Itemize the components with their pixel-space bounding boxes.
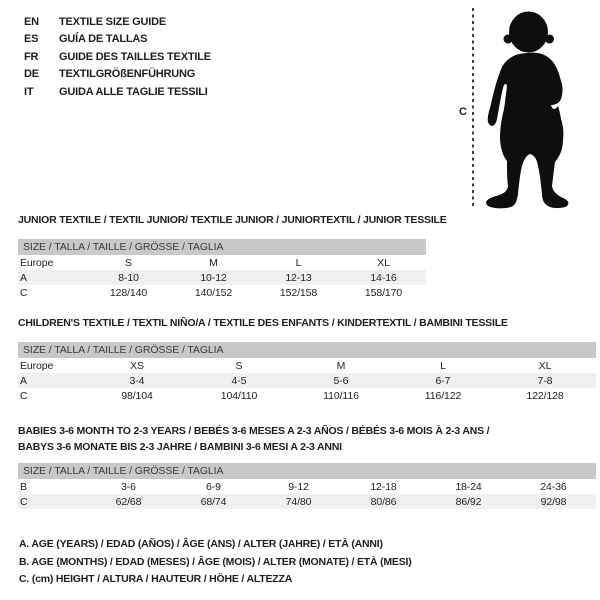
region-header: Europe: [20, 256, 54, 269]
size-header-text: SIZE / TALLA / TAILLE / GRÖSSE / TAGLIA: [18, 342, 596, 358]
value-cell: 74/80: [256, 494, 341, 509]
toddler-ear-left: [504, 35, 513, 44]
language-title: TEXTILGRÖßENFÜHRUNG: [59, 68, 196, 81]
language-code: ES: [24, 33, 39, 46]
language-row-en: [24, 13, 211, 31]
size-header-bar: [18, 463, 596, 479]
language-code: DE: [24, 68, 39, 81]
section-title-children: CHILDREN'S TEXTILE / TEXTIL NIÑO/A / TEXTILE DES ENFANTS / KINDERTEXTIL / BAMBINI TESSILE: [18, 317, 508, 329]
height-measure-figure: [455, 6, 600, 212]
value-cell: 110/116: [323, 389, 359, 402]
language-title-list: [24, 13, 211, 101]
size-header-bar: [18, 342, 596, 358]
columns-row: [18, 358, 596, 373]
value-cell: 116/122: [424, 389, 462, 402]
babies-title-line-1: BABIES 3-6 MONTH TO 2-3 YEARS / BEBÉS 3-6 MESES A 2-3 AÑOS / BÉBÉS 3-6 MOIS À 2-3 ANS /: [18, 425, 490, 437]
size-tables: [18, 214, 596, 509]
row-label: C: [20, 389, 28, 402]
row-label: A: [18, 373, 86, 388]
size-header-bar: [18, 239, 426, 255]
language-code: EN: [24, 15, 39, 28]
value-cell: 7-8: [494, 373, 596, 388]
value-cell: 140/152: [194, 286, 233, 299]
value-cell: 18-24: [455, 480, 482, 493]
value-cell: 6-9: [206, 480, 221, 493]
value-cell: 8-10: [86, 270, 171, 285]
value-cell: 12-18: [370, 480, 397, 493]
toddler-body: [486, 53, 568, 209]
toddler-head: [509, 12, 548, 53]
size-col-xl: XL: [538, 359, 552, 372]
table-row-c: [18, 388, 596, 403]
value-cell: 14-16: [341, 270, 426, 285]
language-code: FR: [24, 50, 39, 63]
footnote-b: B. AGE (MONTHS) / EDAD (MESES) / ÂGE (MOIS) / ALTER (MONATE) / ETÀ (MESI): [19, 555, 412, 568]
value-cell: 98/104: [121, 389, 153, 402]
junior-size-table: [18, 239, 426, 300]
columns-row: [18, 255, 426, 270]
value-cell: 5-6: [290, 373, 392, 388]
size-header-text: SIZE / TALLA / TAILLE / GRÖSSE / TAGLIA: [18, 239, 426, 255]
value-cell: 86/92: [426, 494, 511, 509]
value-cell: 3-4: [86, 373, 188, 388]
row-label: A: [18, 270, 86, 285]
size-col-xs: XS: [130, 359, 144, 372]
region-header: Europe: [20, 359, 54, 372]
value-cell: 68/74: [171, 494, 256, 509]
footnote-c: C. (cm) HEIGHT / ALTURA / HAUTEUR / HÖHE / ALTEZZA: [19, 573, 293, 585]
table-row-a: [18, 270, 426, 285]
language-row-fr: [24, 48, 211, 66]
value-cell: 128/140: [109, 286, 148, 299]
language-title: GUÍA DE TALLAS: [59, 33, 148, 46]
value-cell: 9-12: [288, 480, 309, 493]
size-col-l: L: [440, 359, 446, 372]
babies-size-table: [18, 463, 596, 509]
language-row-es: [24, 31, 211, 49]
table-row-a: [18, 373, 596, 388]
size-col-xl: XL: [377, 256, 390, 269]
size-col-s: S: [125, 256, 132, 269]
table-row-c: [18, 285, 426, 300]
height-measure-line: [472, 8, 474, 207]
value-cell: 158/170: [364, 286, 403, 299]
value-cell: 10-12: [171, 270, 256, 285]
value-cell: 122/128: [526, 389, 564, 402]
row-label: C: [20, 286, 28, 299]
language-code: IT: [24, 85, 34, 98]
value-cell: 104/110: [220, 389, 258, 402]
language-title: TEXTILE SIZE GUIDE: [59, 15, 167, 28]
table-row-c: [18, 494, 596, 509]
section-title-junior: JUNIOR TEXTILE / TEXTIL JUNIOR/ TEXTILE JUNIOR / JUNIORTEXTIL / JUNIOR TESSILE: [18, 214, 447, 226]
row-label: C: [18, 494, 86, 509]
size-col-l: L: [295, 256, 302, 269]
value-cell: 6-7: [392, 373, 494, 388]
footnote-a: A. AGE (YEARS) / EDAD (AÑOS) / ÂGE (ANS) / ALTER (JAHRE) / ETÀ (ANNI): [19, 538, 383, 550]
row-label: B: [20, 480, 27, 493]
table-row-b: [18, 479, 596, 494]
value-cell: 4-5: [188, 373, 290, 388]
value-cell: 92/98: [511, 494, 596, 509]
size-header-text: SIZE / TALLA / TAILLE / GRÖSSE / TAGLIA: [18, 463, 596, 479]
footnote-legend: [19, 536, 412, 589]
toddler-silhouette: [481, 8, 600, 212]
value-cell: 24-36: [540, 480, 567, 493]
size-col-m: M: [336, 359, 346, 372]
section-title-babies: [18, 424, 596, 455]
language-row-de: [24, 66, 211, 84]
children-size-table: [18, 342, 596, 403]
value-cell: 152/158: [279, 286, 318, 299]
language-row-it: [24, 83, 211, 101]
value-cell: 80/86: [341, 494, 426, 509]
value-cell: 62/68: [86, 494, 171, 509]
value-cell: 3-6: [121, 480, 136, 493]
height-measure-label: C: [459, 106, 467, 118]
size-col-m: M: [209, 256, 218, 269]
babies-title-line-2: BABYS 3-6 MONATE BIS 2-3 JAHRE / BAMBINI 3-6 MESI A 2-3 ANNI: [18, 440, 342, 453]
language-title: GUIDE DES TAILLES TEXTILE: [59, 50, 211, 63]
toddler-ear-right: [545, 35, 554, 44]
language-title: GUIDA ALLE TAGLIE TESSILI: [59, 85, 208, 98]
value-cell: 12-13: [256, 270, 341, 285]
size-col-s: S: [235, 359, 243, 372]
